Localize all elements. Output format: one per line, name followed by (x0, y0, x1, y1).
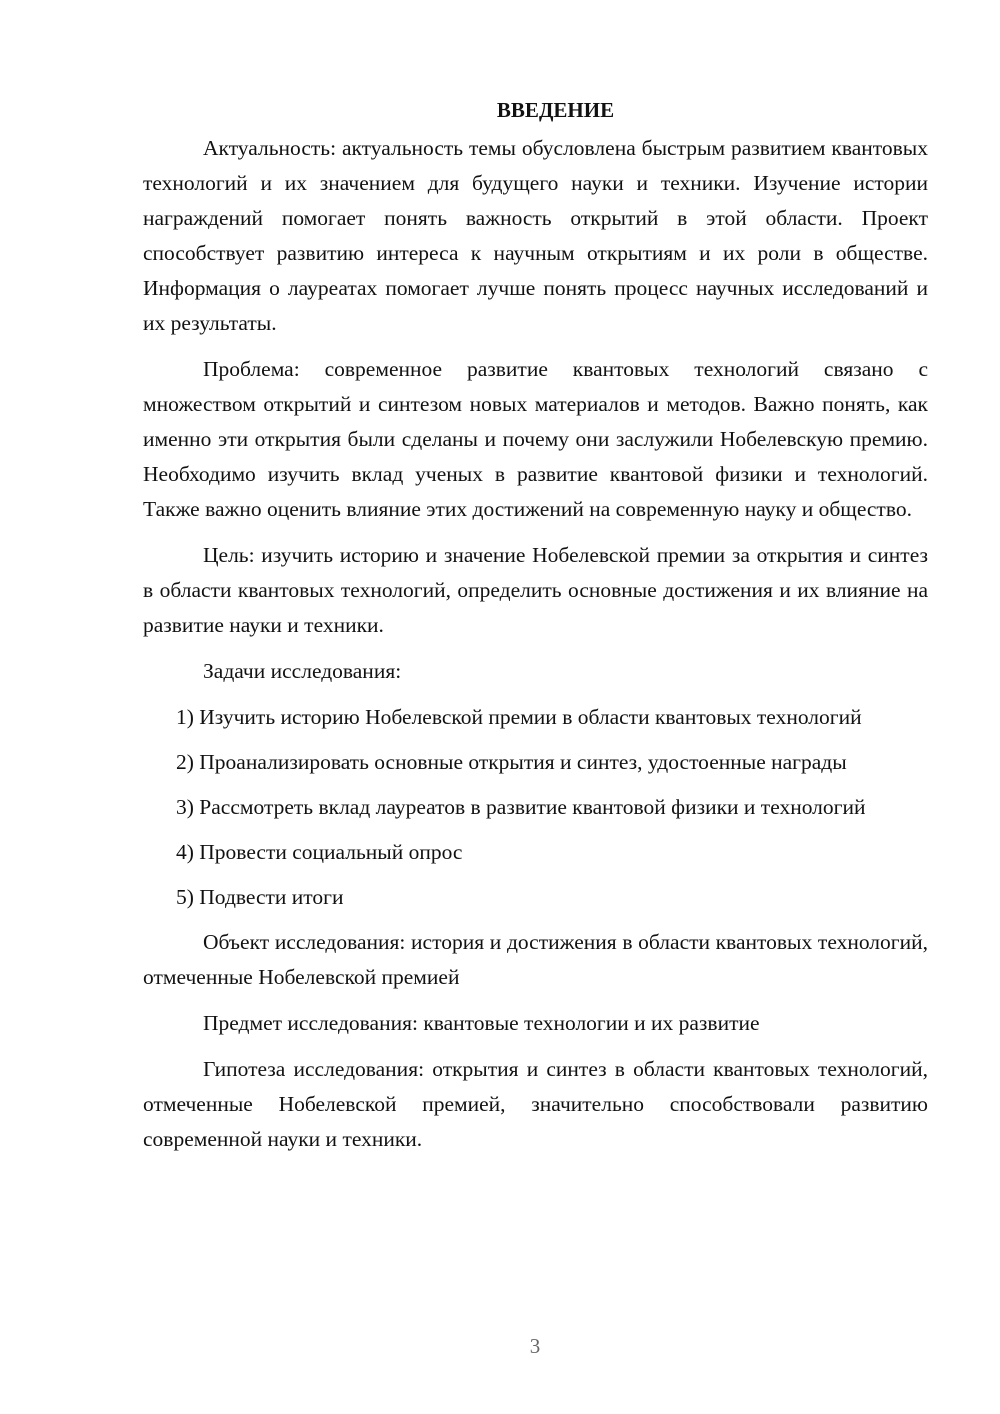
document-body (143, 95, 928, 1168)
list-item: 2) Проанализировать основные открытия и синтез, удостоенные награды (176, 750, 847, 774)
page-number: 3 (529, 1334, 541, 1358)
goal-paragraph: Цель: изучить историю и значение Нобелевской премии за открытия и синтез в области квантовых технологий, определить основные достижения и их влияние на развитие науки и техники. (143, 543, 928, 637)
hypothesis-paragraph: Гипотеза исследования: открытия и синтез в области квантовых технологий, отмеченные Нобелевской премией, значительно способствовали развитию современной науки и техники. (143, 1057, 928, 1151)
tasks-list (143, 700, 928, 915)
tasks-heading: Задачи исследования: (203, 659, 402, 683)
subject-paragraph: Предмет исследования: квантовые технологии и их развитие (203, 1011, 760, 1035)
list-item: 5) Подвести итоги (176, 885, 344, 909)
page-title: ВВЕДЕНИЕ (496, 98, 615, 122)
relevance-paragraph: Актуальность: актуальность темы обусловлена быстрым развитием квантовых технологий и их значением для будущего науки и техники. Изучение истории награждений помогает понять важность открытий в этой области. Проект способствует развитию интереса к научным открытиям и их роли в обществе. Информация о лауреатах помогает лучше понять процесс научных исследований и их результаты. (143, 136, 928, 335)
list-item: 3) Рассмотреть вклад лауреатов в развитие квантовой физики и технологий (176, 795, 866, 819)
problem-paragraph: Проблема: современное развитие квантовых технологий связано с множеством открытий и синтезом новых материалов и методов. Важно понять, как именно эти открытия были сделаны и почему они заслужили Нобелевскую премию. Необходимо изучить вклад ученых в развитие квантовой физики и технологий. Также важно оценить влияние этих достижений на современную науку и общество. (143, 357, 928, 521)
list-item: 1) Изучить историю Нобелевской премии в области квантовых технологий (176, 705, 862, 729)
list-item: 4) Провести социальный опрос (176, 840, 463, 864)
object-paragraph: Объект исследования: история и достижения в области квантовых технологий, отмеченные Нобелевской премией (143, 930, 928, 989)
